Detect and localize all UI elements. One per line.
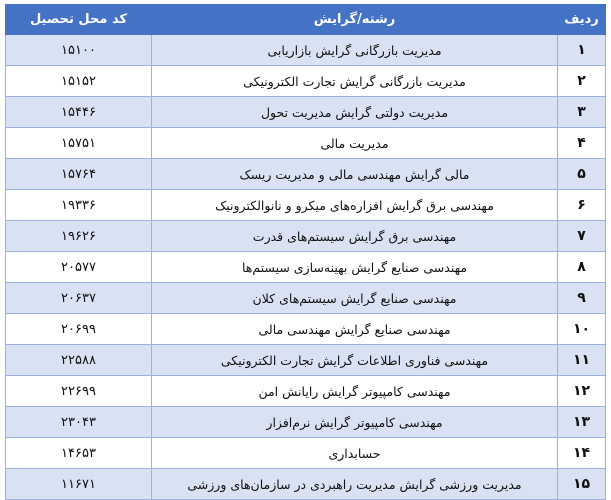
table-row [6,159,606,190]
row-code: ۲۰۶۹۹ [6,314,152,345]
row-number: ۶ [558,190,606,221]
row-number: ۲ [558,66,606,97]
row-code: ۱۵۱۵۲ [6,66,152,97]
row-code: ۲۰۶۳۷ [6,283,152,314]
row-code: ۲۲۵۸۸ [6,345,152,376]
row-code: ۱۵۷۶۴ [6,159,152,190]
row-program-name: مدیریت بازرگانی گرایش تجارت الکترونیکی [152,66,558,97]
row-program-name: مهندسی کامپیوتر گرایش رایانش امن [152,376,558,407]
row-number: ۱۰ [558,314,606,345]
table-row [6,314,606,345]
table-row [6,407,606,438]
row-number: ۷ [558,221,606,252]
row-code: ۱۵۱۰۰ [6,35,152,66]
row-code: ۱۹۶۲۶ [6,221,152,252]
row-number: ۳ [558,97,606,128]
row-program-name: مهندسی فناوری اطلاعات گرایش تجارت الکترونیکی [152,345,558,376]
row-program-name: مهندسی صنایع گرایش بهینه‌سازی سیستم‌ها [152,252,558,283]
row-number: ۸ [558,252,606,283]
row-code: ۲۳۰۴۳ [6,407,152,438]
row-code: ۱۹۳۳۶ [6,190,152,221]
row-code: ۲۲۶۹۹ [6,376,152,407]
row-code: ۲۰۵۷۷ [6,252,152,283]
table-row [6,469,606,500]
row-program-name: حسابداری [152,438,558,469]
programs-table [5,4,606,500]
header-code: کد محل تحصیل [6,5,152,35]
table-row [6,35,606,66]
row-number: ۱۳ [558,407,606,438]
row-program-name: مهندسی کامپیوتر گرایش نرم‌افزار [152,407,558,438]
table-row [6,438,606,469]
row-number: ۱۱ [558,345,606,376]
table-row [6,190,606,221]
table-row [6,376,606,407]
row-program-name: مدیریت بازرگانی گرایش بازاریابی [152,35,558,66]
row-program-name: مهندسی صنایع گرایش مهندسی مالی [152,314,558,345]
table-row [6,283,606,314]
row-code: ۱۵۴۴۶ [6,97,152,128]
row-code: ۱۵۷۵۱ [6,128,152,159]
row-code: ۱۴۶۵۳ [6,438,152,469]
row-program-name: مالی گرایش مهندسی مالی و مدیریت ریسک [152,159,558,190]
row-number: ۵ [558,159,606,190]
table-row [6,345,606,376]
row-number: ۱۴ [558,438,606,469]
row-program-name: مهندسی برق گرایش افزاره‌های میکرو و نانوالکترونیک [152,190,558,221]
table-row [6,97,606,128]
header-reshte: رشته/گرایش [152,5,558,35]
row-program-name: مدیریت مالی [152,128,558,159]
header-radif: ردیف [558,5,606,35]
row-number: ۹ [558,283,606,314]
row-program-name: مدیریت ورزشی گرایش مدیریت راهبردی در سازمان‌های ورزشی [152,469,558,500]
row-program-name: مدیریت دولتی گرایش مدیریت تحول [152,97,558,128]
row-number: ۱ [558,35,606,66]
table-row [6,221,606,252]
table-row [6,66,606,97]
row-program-name: مهندسی برق گرایش سیستم‌های قدرت [152,221,558,252]
table-row [6,128,606,159]
table-header-row [6,5,606,35]
row-code: ۱۱۶۷۱ [6,469,152,500]
row-number: ۱۲ [558,376,606,407]
row-number: ۴ [558,128,606,159]
row-program-name: مهندسی صنایع گرایش سیستم‌های کلان [152,283,558,314]
table-row [6,252,606,283]
row-number: ۱۵ [558,469,606,500]
